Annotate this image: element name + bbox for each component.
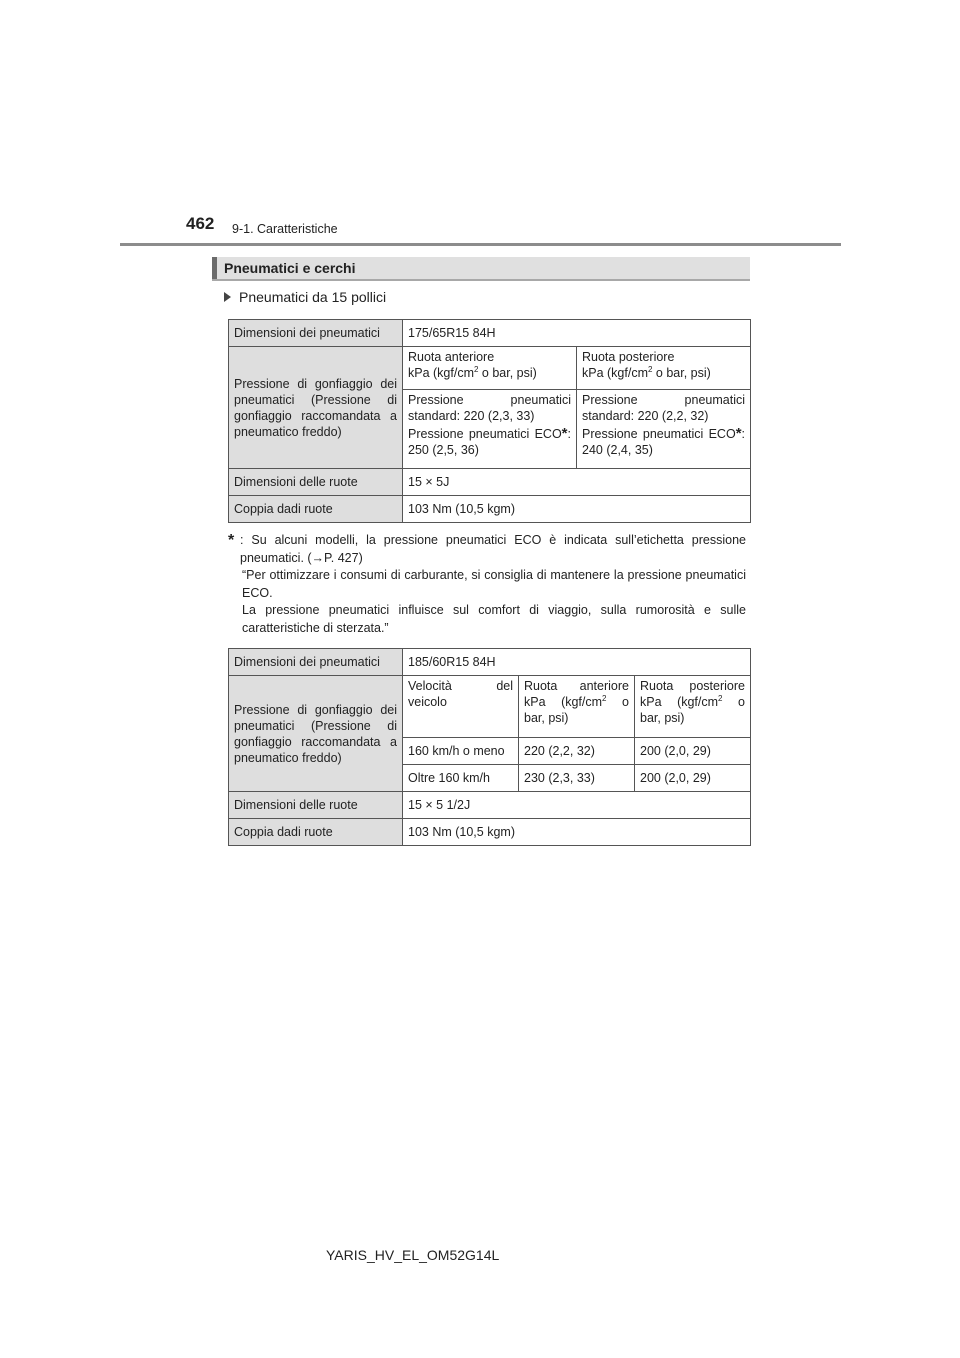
page-number: 462 — [186, 214, 215, 233]
document-code: YARIS_HV_EL_OM52G14L — [326, 1247, 500, 1263]
tire-spec-table-1 — [228, 319, 751, 523]
rear-eco-value: : 240 (2,4, 35) — [582, 427, 746, 457]
torque-value: 103 Nm (10,5 kgm) — [403, 496, 751, 523]
front-head-b: o bar, psi) — [524, 695, 629, 725]
front-head-a: Ruota anteriore — [408, 350, 495, 364]
footnote-line-3: La pressione pneumatici influisce sul comfort di viaggio, sulla rumorosità e sulle caratteristiche di sterzata.” — [242, 603, 746, 635]
rear-head-a: Ruota posteriore kPa (kgf/cm — [640, 679, 745, 709]
section-heading-text: Pneumatici e cerchi — [224, 260, 356, 276]
heading-bar — [212, 257, 217, 279]
table-row — [229, 819, 751, 846]
front-head-b: kPa (kgf/cm — [408, 366, 474, 380]
rear-head-b: o bar, psi) — [640, 695, 745, 725]
footnote — [228, 532, 746, 637]
tire-spec-table-2 — [228, 648, 751, 846]
front-pressure-value: 230 (2,3, 33) — [519, 765, 635, 792]
table-row — [229, 496, 751, 523]
front-eco-pressure — [408, 426, 571, 458]
rear-head-c: o bar, psi) — [652, 366, 711, 380]
rear-wheel-header: Ruota posteriore kPa ($kgf/cm^2$ o bar, psi) — [635, 676, 751, 738]
asterisk-icon: * — [735, 425, 742, 442]
table-row — [229, 792, 751, 819]
rear-wheel-header: Ruota posteriore kPa ($kgf/cm^2$ o bar, psi) — [577, 347, 751, 390]
rear-std-pressure: Pressione pneumatici standard: 220 (2,2, 32) — [582, 393, 746, 423]
front-wheel-header: Ruota anteriore kPa ($kgf/cm^2$ o bar, psi) — [519, 676, 635, 738]
tire-size-value: 185/60R15 84H — [403, 649, 751, 676]
speed-value: Oltre 160 km/h — [403, 765, 519, 792]
front-head-c: o bar, psi) — [478, 366, 537, 380]
table-row — [229, 649, 751, 676]
table-row — [229, 676, 751, 738]
tire-size-label: Dimensioni dei pneumatici — [229, 649, 403, 676]
pressure-label: Pressione di gonfiaggio dei pneumatici (Pressione di gonfiaggio raccomandata a pneumatico freddo) — [229, 347, 403, 469]
front-std-pressure: Pressione pneumatici standard: 220 (2,3, 33) — [408, 393, 571, 423]
rear-head-a: Ruota posteriore — [582, 350, 675, 364]
table-row — [229, 347, 751, 390]
footnote-line-1: : Su alcuni modelli, la pressione pneumatici ECO è indicata sull’etichetta pressione pneumatici. (→P. 427) — [240, 533, 746, 565]
rear-head-b: kPa (kgf/cm — [582, 366, 648, 380]
front-wheel-header: Ruota anteriore kPa ($kgf/cm^2$ o bar, psi) — [403, 347, 577, 390]
header-rule — [120, 243, 841, 246]
speed-header: Velocità del veicolo — [403, 676, 519, 738]
subheading — [224, 289, 386, 305]
speed-value: 160 km/h o meno — [403, 738, 519, 765]
wheel-size-label: Dimensioni delle ruote — [229, 792, 403, 819]
pressure-label: Pressione di gonfiaggio dei pneumatici (Pressione di gonfiaggio raccomandata a pneumatico freddo) — [229, 676, 403, 792]
rear-eco-pressure — [582, 426, 745, 458]
rear-pressure-value: 200 (2,0, 29) — [635, 738, 751, 765]
torque-label: Coppia dadi ruote — [229, 496, 403, 523]
wheel-size-label: Dimensioni delle ruote — [229, 469, 403, 496]
torque-label: Coppia dadi ruote — [229, 819, 403, 846]
section-heading — [212, 257, 750, 281]
front-eco-label: Pressione pneumatici ECO — [408, 427, 562, 441]
table-row — [229, 469, 751, 496]
front-pressure-values — [403, 390, 577, 469]
rear-pressure-value: 200 (2,0, 29) — [635, 765, 751, 792]
tire-size-label: Dimensioni dei pneumatici — [229, 320, 403, 347]
asterisk-icon: * — [561, 425, 568, 442]
table-row — [229, 320, 751, 347]
footnote-body — [240, 532, 746, 637]
wheel-size-value: 15 × 5 1/2J — [403, 792, 751, 819]
front-eco-value: : 250 (2,5, 36) — [408, 427, 571, 457]
subheading-text: Pneumatici da 15 pollici — [239, 289, 387, 305]
tire-size-value: 175/65R15 84H — [403, 320, 751, 347]
footnote-asterisk: * — [228, 532, 235, 549]
torque-value: 103 Nm (10,5 kgm) — [403, 819, 751, 846]
rear-pressure-values — [577, 390, 751, 469]
section-label: 9-1. Caratteristiche — [232, 222, 338, 236]
front-head-a: Ruota anteriore kPa (kgf/cm — [524, 679, 629, 709]
wheel-size-value: 15 × 5J — [403, 469, 751, 496]
triangle-bullet-icon — [224, 292, 231, 302]
front-pressure-value: 220 (2,2, 32) — [519, 738, 635, 765]
footnote-line-2: “Per ottimizzare i consumi di carburante, si consiglia di mantenere la pressione pneumatici ECO. — [242, 568, 746, 600]
rear-eco-label: Pressione pneumatici ECO — [582, 427, 736, 441]
